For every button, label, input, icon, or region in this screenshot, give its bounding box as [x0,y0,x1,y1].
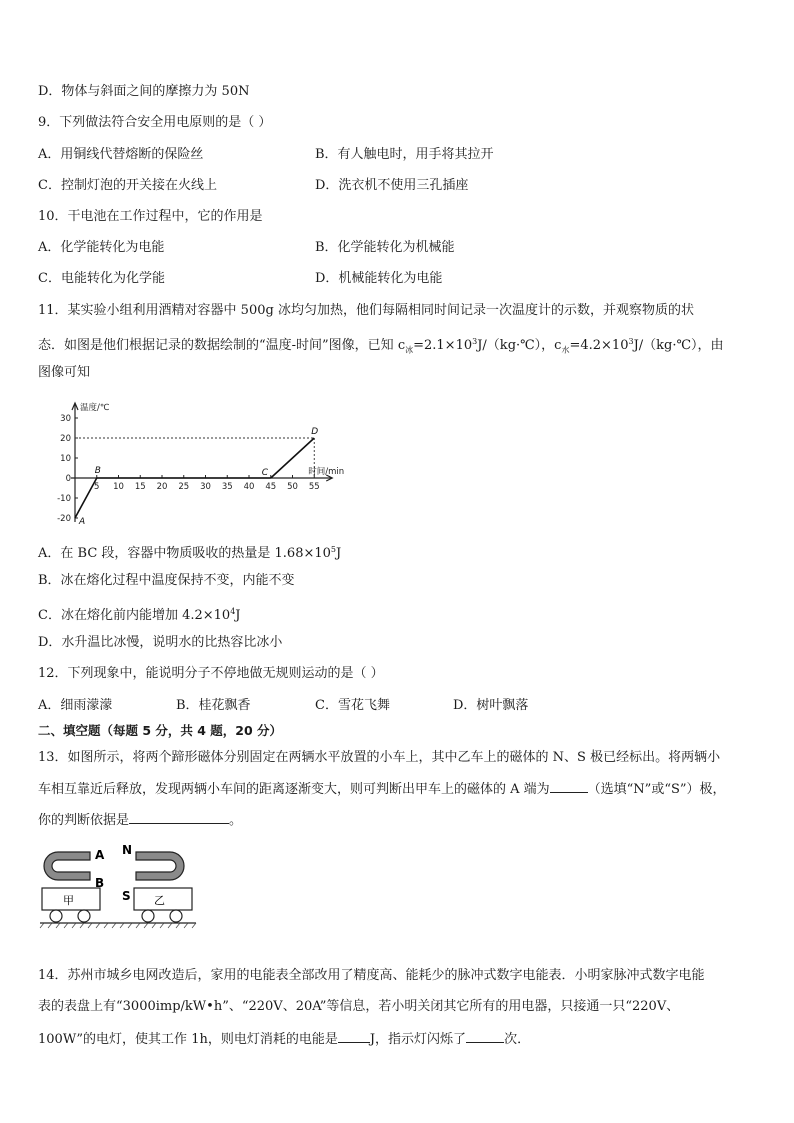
q13-line1: 13．如图所示，将两个蹄形磁体分别固定在两辆水平放置的小车上，其中乙车上的磁体的 N、S 极已经标出。将两辆小 [38,750,721,765]
q12-option-d: D．树叶飘落 [453,698,529,713]
y-tick-label: -10 [57,494,71,504]
q12-stem: 12．下列现象中，能说明分子不停地做无规则运动的是（ ） [38,666,384,681]
q13-line3: 你的判断依据是 。 [38,813,243,828]
x-tick-label: 45 [265,482,277,492]
q11-option-a: A．在 BC 段，容器中物质吸收的热量是 $1.68\times 10^5J$ [38,545,342,561]
x-tick-label: 35 [221,482,233,492]
q14-line3: 100W”的电灯，使其工作 1h，则电灯消耗的电能是 J，指示灯闪烁了 次． [38,1032,531,1047]
y-tick-label: -20 [57,514,71,524]
y-axis-label: 温度/℃ [80,403,110,413]
x-tick-label: 20 [156,482,168,492]
x-tick-label: 15 [134,482,146,492]
label-n: N [122,843,133,857]
q10-option-d: D．机械能转化为电能 [315,271,443,286]
x-tick-label: 10 [113,482,124,492]
q14-line1: 14．苏州市城乡电网改造后，家用的电能表全部改用了精度高、能耗少的脉冲式数字电能表．小明家脉冲式数字电能 [38,968,705,983]
q9-option-c: C．控制灯泡的开关接在火线上 [38,178,217,193]
point-label-c: C [261,468,269,478]
q14-blank-2[interactable] [466,1030,504,1043]
q12-option-c: C．雪花飞舞 [315,698,390,713]
x-tick-label: 30 [200,482,211,492]
temperature-time-chart [30,398,345,528]
q9-option-a: A．用铜线代替熔断的保险丝 [38,147,204,162]
q11-option-d: D．水升温比冰慢，说明水的比热容比冰小 [38,635,283,650]
series-segment-AB [75,478,100,518]
q11-option-b: B．冰在熔化过程中温度保持不变，内能不变 [38,573,295,588]
label-a: A [95,848,105,862]
q14-blank-1[interactable] [338,1030,370,1043]
y-tick-label: 20 [60,434,71,444]
q13-blank-2[interactable] [129,811,229,824]
label-jia: 甲 [63,894,74,907]
point-label-b: B [94,466,101,476]
right-horseshoe-magnet [136,852,184,880]
section-heading: 二、填空题（每题 5 分，共 4 题，20 分） [38,723,283,738]
label-b: B [95,876,105,890]
q14-line2: 表的表盘上有“3000imp/kW•h”、“220V、20A”等信息，若小明关闭其它所有的用电器，只接通一只“220V、 [38,999,680,1014]
x-axis-label: 时间/min [308,467,345,477]
q9-option-b: B．有人触电时，用手将其拉开 [315,147,494,162]
q11-stem-line1: 11．某实验小组利用酒精对容器中 500g 冰均匀加热，他们每隔相同时间记录一次温度计的示数，并观察物质的状 [38,303,694,318]
q9-option-d: D．洗衣机不使用三孔插座 [315,178,469,193]
q12-option-b: B．桂花飘香 [176,698,251,713]
point-label-d: D [311,427,319,437]
label-yi: 乙 [154,894,165,907]
q10-stem: 10．干电池在工作过程中，它的作用是 [38,209,263,224]
q12-option-a: A．细雨濛濛 [38,698,113,713]
y-tick-label: 10 [60,454,71,464]
magnet-carts-figure [38,840,198,930]
q13-blank-1[interactable] [550,780,588,793]
q11-stem-line3: 图像可知 [38,365,91,380]
q9-stem: 9．下列做法符合安全用电原则的是（ ） [38,115,272,130]
x-tick-label: 25 [178,482,190,492]
x-tick-label: 5 [94,482,100,492]
y-tick-label: 0 [65,474,71,484]
q11-option-c: C．冰在熔化前内能增加 $4.2\times 10^4J$ [38,607,241,623]
left-horseshoe-magnet [44,852,90,880]
y-tick-label: 30 [60,414,71,424]
q10-option-c: C．电能转化为化学能 [38,271,165,286]
x-tick-label: 40 [243,482,255,492]
point-label-a: A [79,517,86,527]
q11-stem-line2: 态．如图是他们根据记录的数据绘制的“温度-时间”图像，已知 $c_冰=2.1\times 10^3J/(kg\cdot℃)$，$c_水=4.2\times 10^3J/(kg\cdot℃)$，由 [38,337,724,355]
label-s: S [122,889,131,903]
q10-option-b: B．化学能转化为机械能 [315,240,455,255]
x-tick-label: 50 [287,482,298,492]
q13-line2: 车相互靠近后释放，发现两辆小车间的距离逐渐变大，则可判断出甲车上的磁体的 A 端为 （选填“N”或“S”）极， [38,782,726,797]
x-tick-label: 55 [308,482,320,492]
q8-option-d: D．物体与斜面之间的摩擦力为 50N [38,84,250,99]
q10-option-a: A．化学能转化为电能 [38,240,165,255]
